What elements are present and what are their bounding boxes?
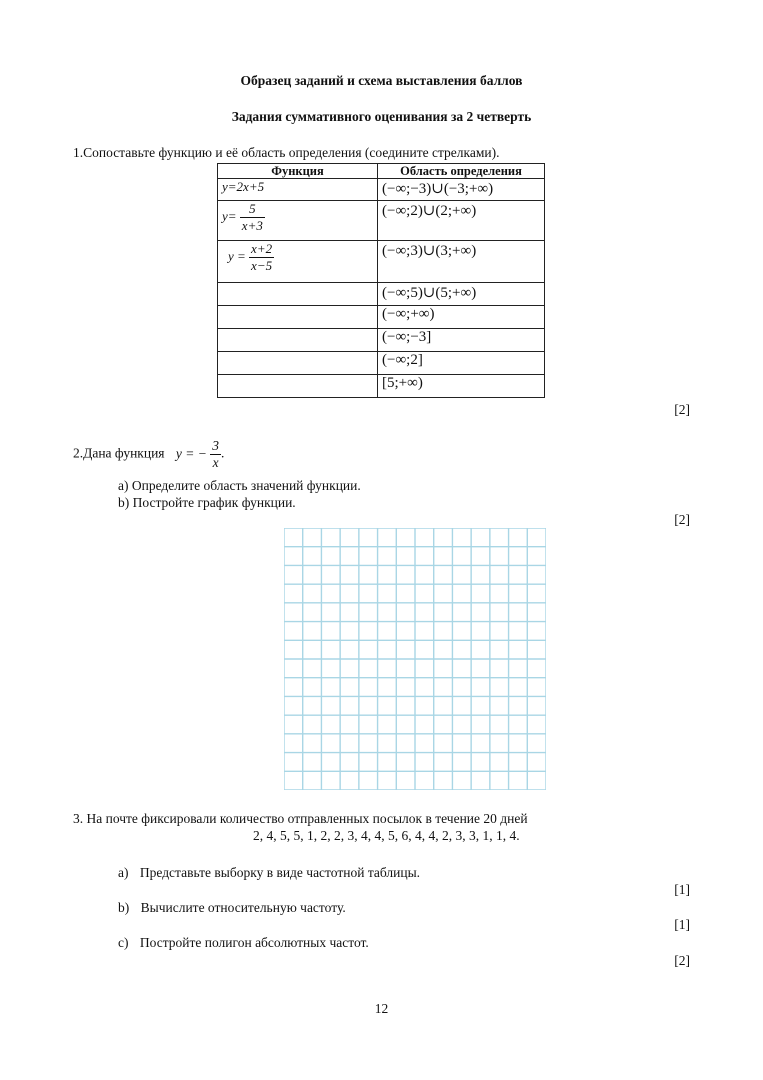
fraction [240,201,265,234]
task3-item-c [118,935,369,951]
domain-cell: (−∞;+∞) [378,306,545,329]
function-cell-empty [218,283,378,306]
item-text: Вычислите относительную частоту. [140,900,346,915]
function-cell-empty [218,329,378,352]
col-function-header: Функция [218,164,378,179]
domain-cell: (−∞;−3] [378,329,545,352]
fraction [249,241,274,274]
function-cell [218,201,378,241]
graph-grid [284,528,546,790]
domain-table [217,163,545,398]
domain-cell: (−∞;−3)∪(−3;+∞) [378,179,545,201]
domain-cell: (−∞;3)∪(3;+∞) [378,241,545,283]
function-cell [218,241,378,283]
fraction-denominator: x−5 [251,258,273,273]
task3-item-a-score: [1] [674,882,690,897]
col-domain-header: Область определения [378,164,545,179]
formula-fraction [210,438,221,471]
page-number: 12 [374,1001,389,1016]
function-text: y=2x+5 [222,179,265,194]
task3-item-b-score: [1] [674,917,690,932]
domain-cell: (−∞;5)∪(5;+∞) [378,283,545,306]
domain-cell: (−∞;2)∪(2;+∞) [378,201,545,241]
item-text: Представьте выборку в виде частотной таблицы. [139,865,421,880]
task3-sample: 2, 4, 5, 5, 1, 2, 2, 3, 4, 4, 5, 6, 4, 4, 2, 3, 3, 1, 1, 4. [253,828,520,843]
task3-prompt: 3. На почте фиксировали количество отправленных посылок в течение 20 дней [73,811,528,826]
function-prefix: y= [222,208,237,224]
fraction-numerator: 5 [240,201,265,218]
task1-prompt: 1.Сопоставьте функцию и её область определения (соедините стрелками). [73,145,500,160]
task2-item-b: b) Постройте график функции. [118,495,296,510]
title-summative: Задания суммативного оценивания за 2 четверть [231,109,532,124]
domain-cell: (−∞;2] [378,352,545,375]
title-samples: Образец заданий и схема выставления баллов [240,73,523,88]
formula-prefix: y = − [175,445,207,461]
formula-denominator: x [212,455,219,470]
function-cell [218,179,378,201]
item-label: a) [118,865,129,880]
formula-suffix: . [221,445,225,461]
item-label: c) [118,935,129,950]
task3-item-a [118,865,420,881]
task2-prompt-line [73,438,224,471]
function-cell-empty [218,375,378,398]
function-prefix: y = [228,248,246,264]
task2-score: [2] [674,512,690,527]
fraction-denominator: x+3 [241,218,263,233]
task1-score: [2] [674,402,690,417]
task3-item-c-score: [2] [674,953,690,968]
function-cell-empty [218,352,378,375]
task3-item-b [118,900,346,916]
item-label: b) [118,900,130,915]
task2-item-a: a) Определите область значений функции. [118,478,361,493]
domain-cell: [5;+∞) [378,375,545,398]
task2-prompt: 2.Дана функция [73,445,165,461]
function-cell-empty [218,306,378,329]
item-text: Постройте полигон абсолютных частот. [139,935,369,950]
formula-numerator: 3 [212,438,219,453]
fraction-numerator: x+2 [251,241,273,256]
